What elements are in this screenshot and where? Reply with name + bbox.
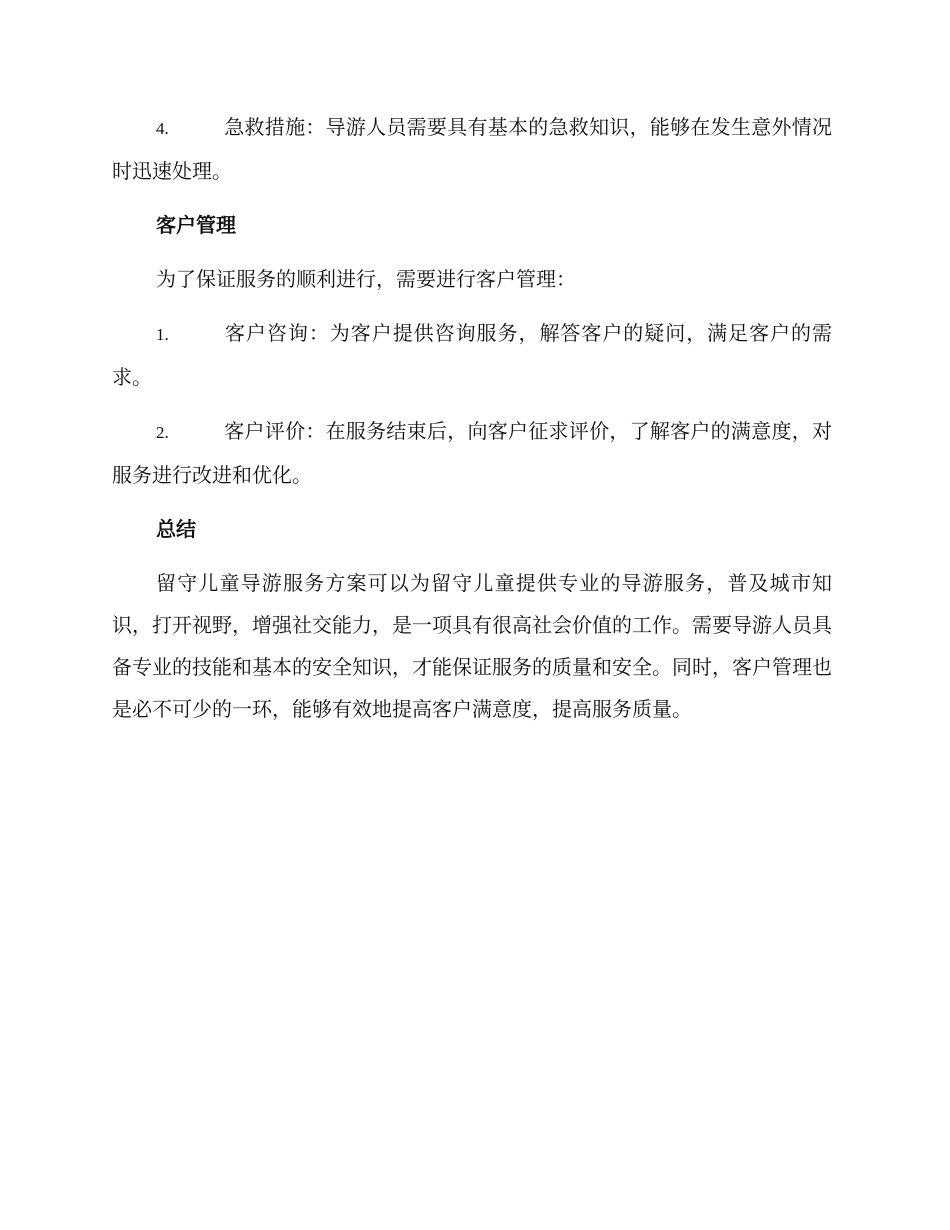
section-heading-summary: 总结 <box>156 517 196 541</box>
list-item-customer-consultation <box>112 312 832 398</box>
list-item-number: 4. <box>156 119 169 138</box>
list-item-first-aid <box>112 106 832 192</box>
list-item-text: 客户评价：在服务结束后，向客户征求评价，了解客户的满意度，对服务进行改进和优化。 <box>112 419 832 487</box>
summary-paragraph: 留守儿童导游服务方案可以为留守儿童提供专业的导游服务，普及城市知识，打开视野，增强社交能力，是一项具有很高社会价值的工作。需要导游人员具备专业的技能和基本的安全知识，才能保证服务的质量和安全。同时，客户管理也是必不可少的一环，能够有效地提高客户满意度，提高服务质量。 <box>112 571 832 721</box>
list-item-number: 1. <box>156 325 169 344</box>
section-intro-paragraph: 为了保证服务的顺利进行，需要进行客户管理： <box>156 267 576 291</box>
list-item-text: 急救措施：导游人员需要具有基本的急救知识，能够在发生意外情况时迅速处理。 <box>112 115 832 183</box>
list-item-text: 客户咨询：为客户提供咨询服务，解答客户的疑问，满足客户的需求。 <box>112 321 832 389</box>
list-item-number: 2. <box>156 423 169 442</box>
list-item-customer-feedback <box>112 410 832 496</box>
section-heading-customer-management: 客户管理 <box>156 213 236 237</box>
document-body <box>112 106 832 742</box>
